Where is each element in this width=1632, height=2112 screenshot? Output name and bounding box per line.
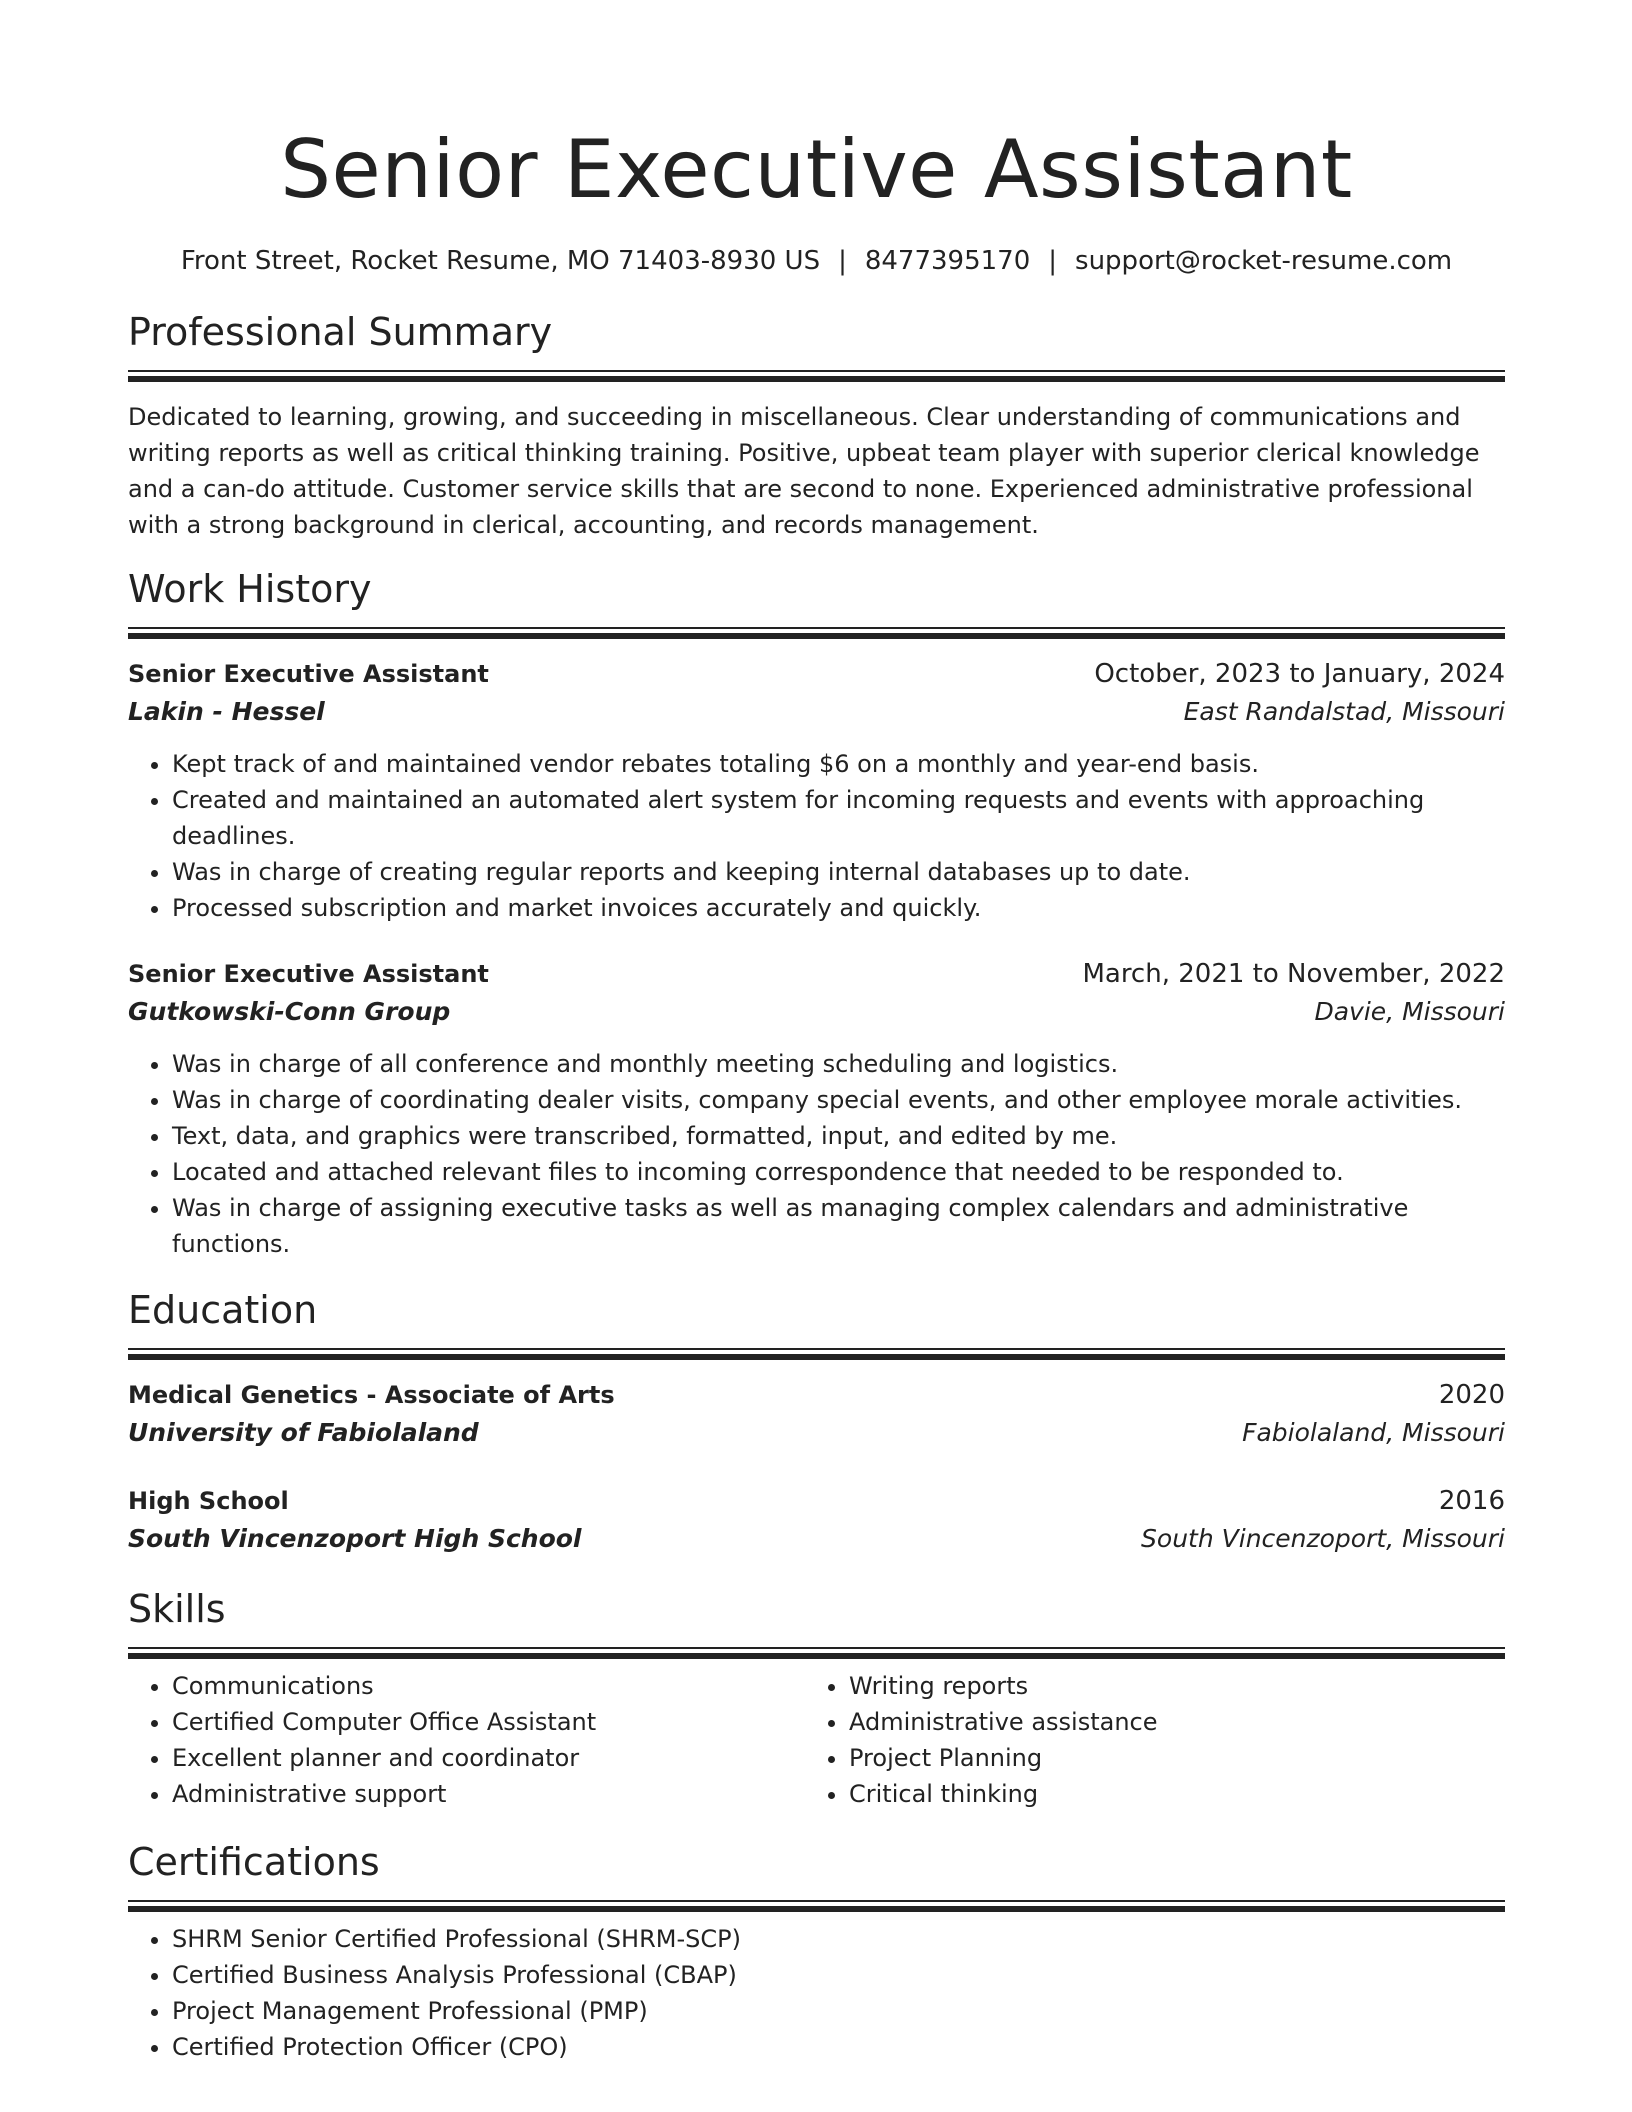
job-company: Gutkowski-Conn Group: [128, 997, 451, 1026]
list-item: • Certified Computer Office Assistant: [172, 1704, 805, 1740]
certifications-list: [128, 1921, 1505, 2065]
list-item: • Writing reports: [849, 1668, 1482, 1704]
section-title-skills: Skills: [128, 1587, 226, 1631]
contact-line: [128, 244, 1505, 278]
list-item: • Project Management Professional (PMP): [172, 1993, 1505, 2029]
job-dates: October, 2023 to January, 2024: [1094, 659, 1505, 689]
list-item: • Project Planning: [849, 1740, 1482, 1776]
list-item: • Certified Protection Officer (CPO): [172, 2029, 1505, 2065]
list-item: • Critical thinking: [849, 1776, 1482, 1812]
job-entry: [128, 956, 1505, 1262]
section-divider: [128, 1348, 1505, 1359]
list-item: • Administrative assistance: [849, 1704, 1482, 1740]
section-title-certifications: Certifications: [128, 1840, 380, 1884]
section-title-education: Education: [128, 1288, 318, 1332]
resume-page: [128, 0, 1505, 2065]
section-divider: [128, 1647, 1505, 1658]
summary-text: Dedicated to learning, growing, and succeeding in miscellaneous. Clear understanding of communications and writing reports as well as critical thinking training. Positive, upbeat team player with superior clerical knowledge and a can-do attitude. Customer service skills that are second to none. Experienced administrative professional with a strong background in clerical, accounting, and records management.: [128, 403, 1480, 539]
list-item: • Certified Business Analysis Professional (CBAP): [172, 1957, 1505, 1993]
school-name: South Vincenzoport High School: [128, 1524, 582, 1553]
job-location: Davie, Missouri: [1314, 997, 1505, 1026]
list-item: • Administrative support: [172, 1776, 805, 1812]
job-location: East Randalstad, Missouri: [1183, 697, 1505, 726]
list-item: • Was in charge of all conference and monthly meeting scheduling and logistics.: [172, 1046, 1505, 1082]
job-bullets: [128, 1046, 1505, 1262]
school-location: Fabiolaland, Missouri: [1242, 1418, 1505, 1447]
phone: 8477395170: [864, 246, 1031, 276]
candidate-name: Senior Executive Assistant: [280, 123, 1353, 216]
skills-list-left: [128, 1668, 805, 1812]
graduation-year: 2020: [1438, 1380, 1505, 1410]
job-bullets: [128, 746, 1505, 926]
email: support@rocket-resume.com: [1075, 246, 1453, 276]
education-entry: [128, 1483, 1505, 1559]
list-item: • Communications: [172, 1668, 805, 1704]
job-title: Senior Executive Assistant: [128, 960, 489, 988]
degree: High School: [128, 1487, 289, 1515]
certifications-section: [128, 1838, 1505, 2065]
skills-list-right: [805, 1668, 1482, 1812]
list-item: • Was in charge of assigning executive tasks as well as managing complex calendars and administrative functions.: [172, 1190, 1505, 1262]
school-name: University of Fabiolaland: [128, 1418, 479, 1447]
summary-section: [128, 308, 1505, 543]
education-entry: [128, 1377, 1505, 1453]
list-item: • Was in charge of coordinating dealer visits, company special events, and other employee morale activities.: [172, 1082, 1505, 1118]
list-item: • Was in charge of creating regular reports and keeping internal databases up to date.: [172, 854, 1505, 890]
section-divider: [128, 370, 1505, 381]
address: Front Street, Rocket Resume, MO 71403-8930 US: [180, 246, 821, 276]
skills-section: [128, 1585, 1505, 1812]
list-item: • Excellent planner and coordinator: [172, 1740, 805, 1776]
job-entry: [128, 656, 1505, 926]
list-item: • Located and attached relevant files to incoming correspondence that needed to be responded to.: [172, 1154, 1505, 1190]
contact-separator: |: [838, 246, 847, 276]
education-section: [128, 1286, 1505, 1559]
graduation-year: 2016: [1438, 1486, 1505, 1516]
list-item: • Processed subscription and market invoices accurately and quickly.: [172, 890, 1505, 926]
degree: Medical Genetics - Associate of Arts: [128, 1381, 615, 1409]
job-dates: March, 2021 to November, 2022: [1082, 959, 1505, 989]
work-section: [128, 565, 1505, 1262]
school-location: South Vincenzoport, Missouri: [1141, 1524, 1505, 1553]
list-item: • Text, data, and graphics were transcribed, formatted, input, and edited by me.: [172, 1118, 1505, 1154]
list-item: • Created and maintained an automated alert system for incoming requests and events with approaching deadlines.: [172, 782, 1505, 854]
list-item: • SHRM Senior Certified Professional (SHRM-SCP): [172, 1921, 1505, 1957]
section-title-work: Work History: [128, 567, 372, 611]
section-divider: [128, 1900, 1505, 1911]
skills-grid: [128, 1668, 1505, 1812]
section-title-summary: Professional Summary: [128, 310, 553, 354]
job-company: Lakin - Hessel: [128, 697, 325, 726]
job-title: Senior Executive Assistant: [128, 660, 489, 688]
list-item: • Kept track of and maintained vendor rebates totaling $6 on a monthly and year-end basis.: [172, 746, 1505, 782]
section-divider: [128, 627, 1505, 638]
contact-separator: |: [1048, 246, 1058, 276]
